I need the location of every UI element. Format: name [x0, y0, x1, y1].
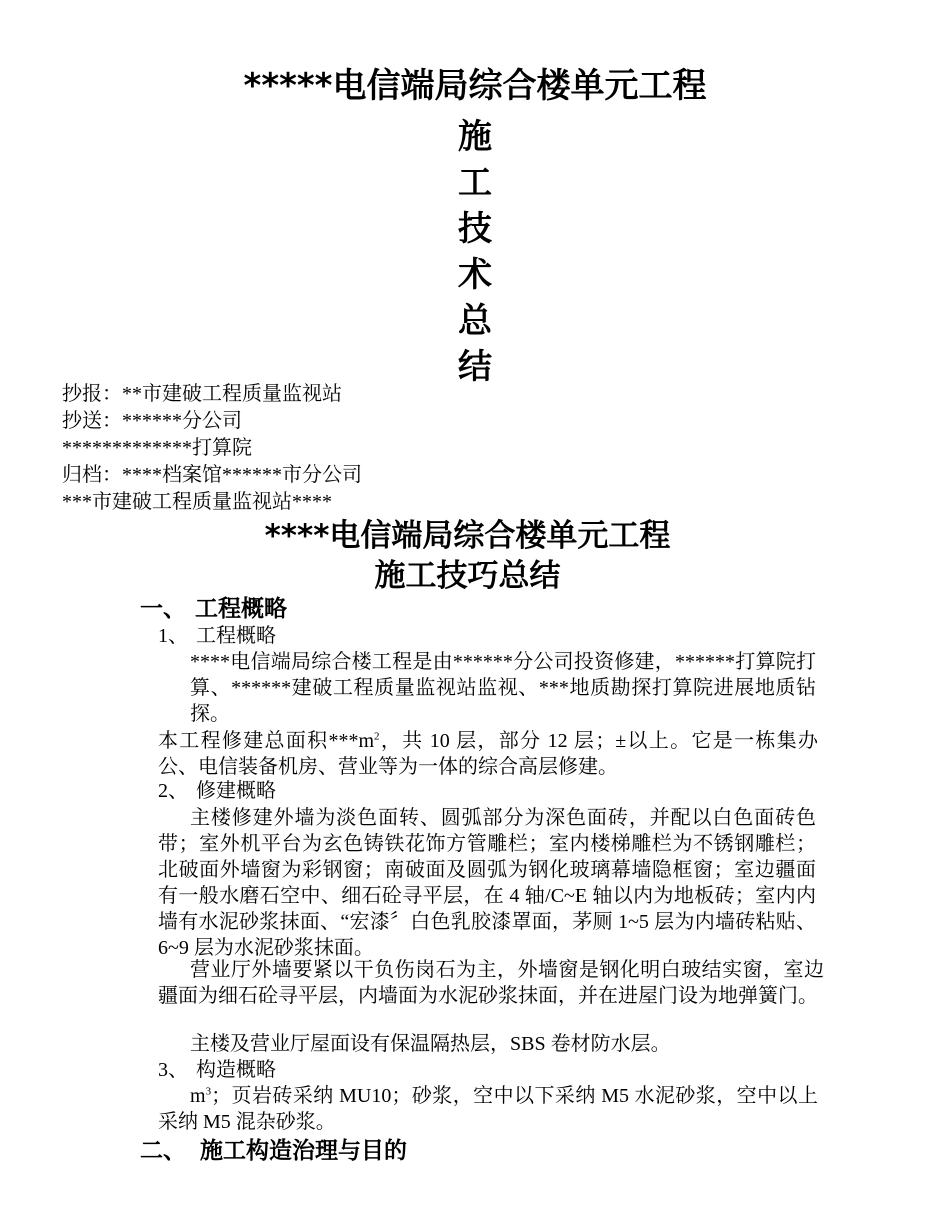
superscript: 2 [374, 730, 380, 743]
subsection-title: 构造概略 [196, 1059, 276, 1081]
document-title-line2: 施工技巧总结 [374, 558, 561, 594]
distribution-list [62, 381, 362, 516]
subsection-number: 3、 [158, 1059, 188, 1081]
subsection-heading-1-2 [158, 778, 276, 804]
subsection-number: 2、 [158, 780, 188, 802]
vertical-char: 技 [458, 209, 492, 249]
superscript: 3 [205, 1085, 212, 1098]
text-run: ；页岩砖采纳 MU10；砂浆，空中以下采纳 M5 水泥砂浆，空中以上采纳 M5 混杂砂浆。 [158, 1085, 818, 1133]
section-title: 施工构造治理与目的 [200, 1138, 407, 1164]
subsection-number: 1、 [158, 625, 188, 647]
distribution-line: ***市建破工程质量监视站**** [62, 491, 332, 513]
document-title [0, 516, 935, 596]
subsection-title: 修建概略 [196, 780, 276, 802]
vertical-char: 工 [458, 163, 492, 203]
distribution-line: *************打算院 [62, 437, 252, 459]
paragraph [158, 1083, 818, 1135]
text-run: 本工程修建总面积***m [158, 730, 375, 752]
subsection-title: 工程概略 [196, 625, 276, 647]
distribution-line: 归档：****档案馆******市分公司 [62, 464, 362, 486]
paragraph: ****电信端局综合楼工程是由******分公司投资修建，******打算院打算、******建破工程质量监视站监视、***地质勘探打算院进展地质钻探。 [190, 651, 816, 725]
paragraph: 主楼及营业厅屋面设有保温隔热层，SBS 卷材防水层。 [190, 1033, 671, 1055]
vertical-char: 术 [458, 255, 492, 295]
document-title-line1: ****电信端局综合楼单元工程 [264, 518, 671, 554]
vertical-char: 施 [458, 117, 492, 157]
section-number: 一、 [140, 596, 186, 622]
cover-title: *****电信端局综合楼单元工程 [243, 66, 707, 106]
paragraph: 主楼修建外墙为淡色面转、圆弧部分为深色面砖，并配以白色面砖色带；室外机平台为玄色铸铁花饰方管雕栏；室内楼梯雕栏为不锈钢雕栏；北破面外墙窗为彩钢窗；南破面及圆弧为钢化玻璃幕墙隐框窗；室边疆面有一般水磨石空中、细石砼寻平层，在 4 轴/C~E 轴以内为地板砖；室内内墙有水泥砂浆抹面、“宏漆〞白色乳胶漆罩面，茅厕 1~5 层为内墙砖粘贴、6~9 层为水泥砂浆抹面。 [158, 807, 816, 959]
section-number: 二、 [140, 1138, 186, 1164]
paragraph [158, 728, 818, 780]
subsection-heading-1-1 [158, 623, 276, 649]
distribution-line: 抄送：******分公司 [62, 410, 242, 432]
cover-vertical-title [450, 114, 500, 390]
section-title: 工程概略 [195, 596, 287, 622]
section-heading-1 [140, 594, 287, 624]
paragraph: 营业厅外墙要紧以干负伤岗石为主，外墙窗是钢化明白玻结实窗，室边疆面为细石砼寻平层，内墙面为水泥砂浆抹面，并在进屋门设为地弹簧门。 [158, 959, 824, 1007]
vertical-char: 结 [458, 347, 492, 387]
distribution-line: 抄报：**市建破工程质量监视站 [62, 383, 342, 405]
subsection-heading-1-3 [158, 1057, 276, 1083]
section-heading-2 [140, 1136, 407, 1166]
vertical-char: 总 [458, 301, 492, 341]
text-run: m [190, 1085, 206, 1107]
text-run: ，共 10 层，部分 12 层；±以上。它是一栋集办公、电信装备机房、营业等为一体的综合高层修建。 [158, 730, 818, 778]
